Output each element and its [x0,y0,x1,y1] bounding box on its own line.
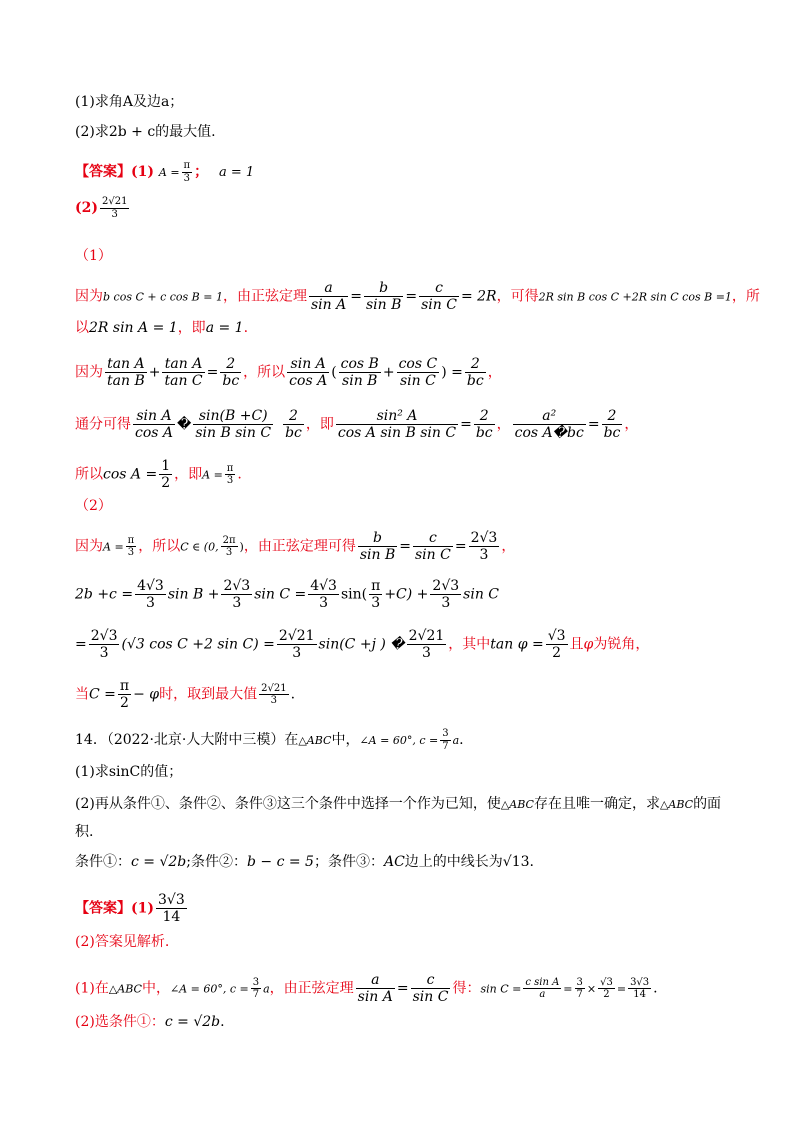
solution-line-7 [75,578,740,611]
fraction [469,530,500,563]
math-expr: c = √2b [131,854,187,870]
denominator: cos A sin B sin C [337,425,457,442]
denominator: bc [603,425,621,442]
fraction [411,972,451,1005]
fraction [162,356,204,389]
fraction [598,977,615,1001]
numerator: a² [513,408,586,425]
text: 时，取到最大值 [159,686,258,703]
fraction [193,408,273,441]
operator: ( [331,364,337,381]
fraction [309,280,348,313]
text: ，所以 [243,364,286,381]
denominator: 2 [161,475,171,492]
operator: × [586,982,597,996]
solution-line-3 [75,356,740,389]
math-expr: a [263,982,270,996]
numerator: 3 [442,728,449,739]
answer-14-line-2 [75,932,740,952]
text: 通分可得 [75,416,131,433]
denominator: 3 [441,595,451,612]
denominator: 3 [127,547,135,559]
text: 所以 [75,466,103,483]
fraction [575,977,585,1001]
answer-label: 【答案】 [75,164,131,180]
question-text: 的面 [693,796,722,812]
numerator: 2 [465,356,486,373]
numerator: c [411,972,451,989]
fraction [628,977,651,1001]
denominator: 3 [292,645,302,662]
operator: ) [239,540,244,554]
math-expr: ∠A = 60°, c = [169,982,249,996]
solution-line-5 [75,458,740,491]
answer-label: 【答案】 [75,900,131,917]
operator: = [616,982,627,996]
text: . [290,686,296,703]
math-expr: 2b +c = [75,586,134,603]
fraction [369,578,382,611]
math-expr: △ABC [500,798,534,811]
question-text: 积. [75,824,94,840]
math-expr: A = [202,468,223,482]
fraction [221,535,238,559]
operator: + [148,364,161,381]
separator: ； [194,164,209,180]
answer-line-2 [75,196,740,220]
text: . [220,1014,225,1030]
numerator: 2 [602,408,623,425]
numerator: 3√3 [630,976,650,988]
text: 当 [75,686,89,703]
denominator: sin C [421,297,457,314]
fraction [159,458,172,491]
fraction [358,530,397,563]
text: . [653,980,658,997]
question-text: ；条件③： [313,854,384,870]
math-expr: △ABC [659,798,694,811]
question-text: 条件①： [75,854,131,870]
math-expr: A = [158,166,180,179]
text: (1)在 [75,980,109,997]
denominator: 3 [319,595,329,612]
text: ，即 [174,466,203,483]
fraction [133,408,175,441]
numerator: 2√21 [102,196,128,207]
math-expr: sin C = [254,586,307,603]
question-14-part-2-cont [75,822,740,842]
math-expr: b − c = 5 [246,854,314,870]
operator: = [460,416,472,433]
denominator: 3 [225,547,233,559]
answer-14-line-1 [75,892,740,925]
operator: = [206,364,219,381]
answer-text: (2)答案见解析. [75,934,170,950]
numerator: c [419,280,459,297]
math-expr: sin(C +j ) � [318,636,405,653]
answer-line-1 [75,160,740,184]
text: ，由正弦定理 [269,980,354,997]
numerator: 2√3 [432,578,460,594]
question-text: (1)求角A及边a； [75,94,184,110]
numerator: 4√3 [310,578,337,594]
numerator: 3 [252,976,260,988]
text: ，可得 [496,288,539,305]
question-text: 中， [331,732,360,748]
denominator: 14 [633,989,646,1001]
math-expr: +C) + [384,586,429,603]
operator: � [177,416,192,433]
solution-line-9 [75,678,740,711]
part-label: （1） [75,248,112,264]
numerator: 2√21 [261,682,287,694]
math-expr: AC [383,854,405,870]
part-label: （2） [75,498,112,514]
operator: = [399,538,411,555]
math-expr: c = √2b [164,1014,221,1030]
denominator: bc [466,373,484,390]
math-expr: cos A = [103,466,158,483]
fraction [474,408,495,441]
math-expr: sin B + [167,586,220,603]
numerator: 3√3 [158,892,185,908]
question-text: 边上的中线长为 [404,854,503,870]
denominator: 3 [145,595,155,612]
math-expr: (√3 cos C +2 sin C) = [121,636,275,653]
question-part-1 [75,92,740,112]
answer-index: (2) [75,200,98,216]
text: ，其中 [448,636,491,653]
answer-index: (1) [131,164,154,180]
question-part-2 [75,122,740,142]
math-expr: tan φ = [490,636,544,653]
math-expr: sin C = [480,982,522,996]
math-expr: a = 1 [219,165,255,180]
numerator: sin A [287,356,329,373]
fraction [336,408,458,441]
question-text: ;条件②： [186,854,247,870]
numerator: 2√3 [470,530,498,546]
denominator: bc [475,425,493,442]
operator: = [454,538,467,555]
fraction [251,977,261,1001]
solution-line-1: 因为b cos C + c cos B = 1，由正弦定理 $\frac{a}{\text{sin A}}$ = $\frac{b}{\text{sin B}}$ = $\frac{c}{\text{sin C}}$ = 2R，可得2R sin B cos C +2R sin C cos B =1，所 [75,280,760,314]
fraction [100,196,129,220]
math-expr: φ [583,636,594,653]
denominator: sin A [357,989,393,1006]
question-14-stem [75,728,740,752]
fraction [440,728,450,752]
text: 且 [569,636,584,653]
text: ，所 [731,288,760,305]
text: . [237,466,242,483]
denominator: bc [285,425,302,442]
denominator: 3 [479,547,489,564]
question-text: . [529,854,534,870]
numerator: 2√3 [223,578,251,594]
numerator: π [226,462,234,474]
operator: ) = [441,364,463,381]
numerator: tan A [162,356,204,373]
numerator: cos B [340,356,379,372]
question-14-conditions [75,852,740,872]
denominator: 3 [226,475,234,487]
question-text: (1)求sinC的值； [75,764,183,780]
denominator: 14 [162,909,181,926]
fraction [413,530,453,563]
fraction [546,628,568,661]
numerator: tan A [105,356,147,373]
math-expr: sin( [340,586,368,603]
fraction [259,683,288,707]
fraction [287,356,329,389]
numerator: √3 [547,628,566,644]
fraction [220,356,241,389]
fraction [513,408,586,441]
numerator: 2 [474,408,495,425]
math-expr: a [452,734,460,747]
text: 因为 [75,538,103,555]
numerator: sin A [133,408,175,425]
question-text: (2)再从条件①、条件②、条件③这三个条件中选择一个作为已知，使 [75,796,501,812]
numerator: a [309,280,348,297]
numerator: π [183,160,191,171]
text: ， [624,416,639,433]
text: ， [501,538,516,555]
denominator: 3 [371,595,381,612]
math-expr: △ABC [108,982,142,996]
numerator: b [364,280,403,297]
operator: = [75,636,87,653]
text: 因为 [75,364,103,381]
fraction [397,356,440,389]
denominator: 7 [576,989,583,1001]
denominator: 7 [252,989,260,1001]
denominator: sin C [399,373,436,390]
numerator: 2√21 [408,628,445,644]
text: 以 [75,320,89,336]
denominator: 3 [232,595,242,612]
text: ，即 [177,320,206,336]
denominator: sin C [414,547,451,564]
numerator: c [413,530,453,547]
solution-14-line-2 [75,1012,740,1032]
solution-14-line-1 [75,972,740,1005]
numerator: √3 [600,976,613,988]
fraction [602,408,623,441]
text: ，由正弦定理 [222,288,307,305]
math-expr: a = 1 [205,320,244,336]
numerator: 2√21 [278,628,315,644]
numerator: 3 [576,976,583,988]
solution-line-2 [75,318,740,338]
fraction [221,578,252,611]
denominator: sin B [365,297,402,314]
denominator: 2 [120,695,129,712]
fraction [407,628,447,661]
fraction [339,356,381,389]
numerator: c sin A [525,976,560,988]
fraction [283,408,304,441]
part-1-heading [75,246,740,266]
text: 中， [141,980,170,997]
denominator: bc [222,373,240,390]
math-expr: ∠A = 60°, c = [359,734,439,747]
denominator: 2 [603,989,610,1001]
numerator: π [127,534,135,546]
math-expr: C ∈ (0, [180,540,219,554]
denominator: cos A [135,425,174,442]
text: 为锐角， [593,636,650,653]
denominator: sin B sin C [195,425,272,442]
answer-index: (1) [131,900,154,917]
operator: = [396,980,409,997]
text: 因为 [75,288,103,305]
fraction [523,977,561,1001]
fraction [156,892,187,925]
denominator: cos A�bc [514,425,584,442]
solution-line-4 [75,408,740,441]
text: ， [496,416,511,433]
numerator: π [119,678,130,694]
math-expr: = 2R [460,288,497,305]
solution-line-6 [75,530,740,563]
numerator: 1 [161,458,171,474]
fraction [430,578,461,611]
solution-line-8 [75,628,740,661]
denominator: 3 [99,645,109,662]
question-text: (2)求2b + c的最大值. [75,124,216,140]
fraction [356,972,395,1005]
fraction [182,160,193,184]
math-expr: C = [89,686,116,703]
numerator: sin² A [336,408,458,425]
text: ，所以 [138,538,181,555]
numerator: a [356,972,395,989]
question-14-part-2 [75,794,740,815]
math-expr: b cos C + c cos B = 1 [103,290,223,304]
math-expr: − φ [133,686,160,703]
operator: = [587,416,600,433]
fraction [118,678,131,711]
question-text: 14．（2022·北京·人大附中三模）在 [75,732,299,748]
text: ， [487,364,502,381]
fraction [277,628,317,661]
question-text: 存在且唯一确定，求 [533,796,660,812]
numerator: 2 [220,356,241,373]
math-expr: √13 [502,854,530,870]
numerator: 2√3 [90,628,118,644]
question-text: . [459,732,464,748]
denominator: 7 [442,740,449,752]
text: ，由正弦定理可得 [243,538,356,555]
part-2-heading [75,496,740,516]
text: . [243,320,249,336]
fraction [126,535,137,559]
denominator: a [539,989,546,1001]
fraction [105,356,147,389]
fraction [135,578,166,611]
numerator: 2 [283,408,304,425]
math-expr: 2R sin B cos C +2R sin C cos B =1 [538,290,732,304]
denominator: 3 [111,208,118,220]
denominator: 3 [270,695,278,707]
numerator: π [371,578,381,594]
denominator: cos A [289,373,328,390]
numerator: 4√3 [137,578,164,594]
denominator: tan B [107,373,145,390]
numerator: sin(B +C) [193,408,273,425]
numerator: 2π [222,534,236,546]
denominator: sin B [359,547,396,564]
numerator: b [358,530,397,547]
text: 得： [452,980,481,997]
denominator: 2 [552,645,562,662]
fraction [308,578,339,611]
fraction [89,628,120,661]
denominator: sin B [342,373,378,390]
math-expr: A = [103,540,124,554]
numerator: cos C [398,356,438,372]
fraction [364,280,403,313]
question-14-part-1 [75,762,740,782]
denominator: sin A [310,297,347,314]
math-expr: sin C [463,586,499,603]
denominator: sin C [412,989,449,1006]
denominator: 3 [183,172,191,184]
fraction [465,356,486,389]
math-expr: △ABC [298,734,332,747]
denominator: tan C [164,373,203,390]
fraction [225,463,236,487]
denominator: 3 [421,645,431,662]
fraction [419,280,459,313]
text: (2)选条件①： [75,1014,165,1030]
operator: + [382,364,395,381]
text: ，即 [305,416,334,433]
math-expr: 2R sin A = 1 [89,320,178,336]
operator: = [563,982,573,996]
